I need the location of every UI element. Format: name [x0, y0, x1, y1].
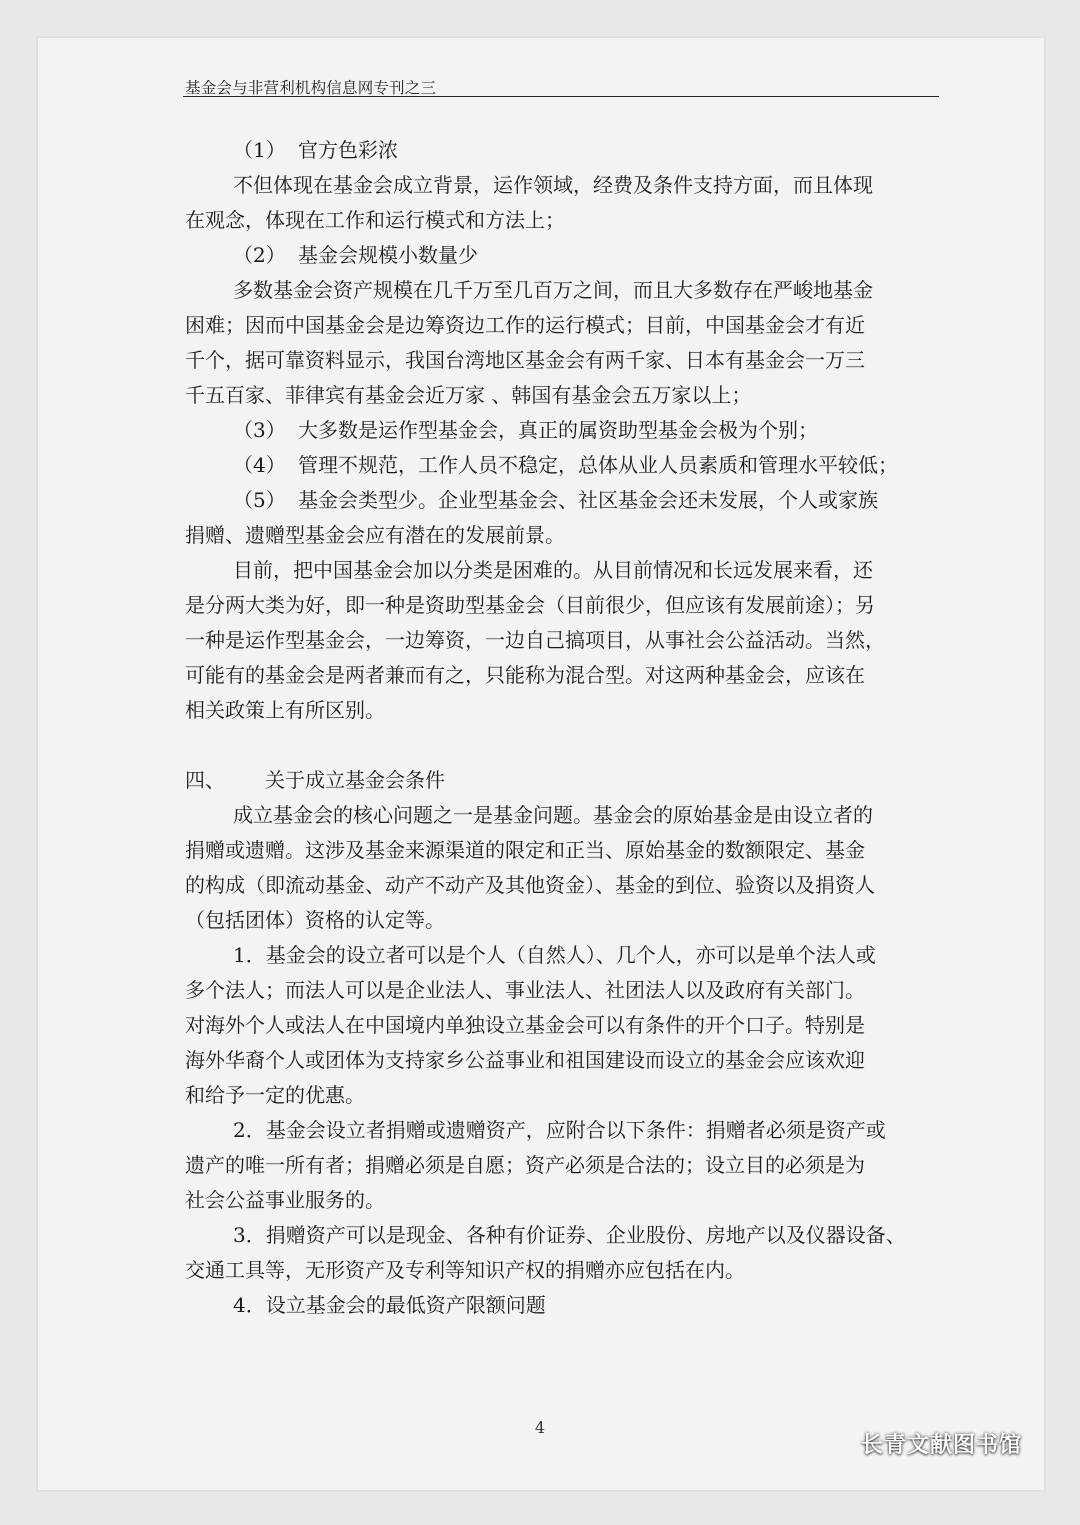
item-text: 管理不规范，工作人员不稳定，总体从业人员素质和管理水平较低； [298, 453, 898, 477]
blank-line [185, 728, 940, 763]
paragraph-line: 在观念，体现在工作和运行模式和方法上； [185, 208, 565, 232]
paragraph-line: 困难；因而中国基金会是边筹资边工作的运行模式；目前，中国基金会才有近 [185, 313, 865, 337]
running-header: 基金会与非营利机构信息网专刊之三 [185, 79, 437, 97]
paragraph-line: 2．基金会设立者捐赠或遗赠资产，应附合以下条件：捐赠者必须是资产或 [233, 1118, 886, 1142]
item-number: （5） [233, 488, 286, 512]
paragraph-line: 千五百家、菲律宾有基金会近万家 、韩国有基金会五万家以上； [185, 383, 752, 407]
item-number: （2） [233, 243, 286, 267]
paragraph-line: 捐赠或遗赠。这涉及基金来源渠道的限定和正当、原始基金的数额限定、基金 [185, 838, 865, 862]
paragraph-line: 遗产的唯一所有者；捐赠必须是自愿；资产必须是合法的；设立目的必须是为 [185, 1153, 865, 1177]
paragraph-line: 不但体现在基金会成立背景，运作领域，经费及条件支持方面，而且体现 [233, 173, 873, 197]
paragraph-line: 捐赠、遗赠型基金会应有潜在的发展前景。 [185, 523, 565, 547]
paragraph-line: 的构成（即流动基金、动产不动产及其他资金）、基金的到位、验资以及捐资人 [185, 873, 875, 897]
section-heading [185, 763, 940, 798]
paragraph-line: 多个法人；而法人可以是企业法人、事业法人、社团法人以及政府有关部门。 [185, 978, 865, 1002]
item-number: （3） [233, 418, 286, 442]
list-item-1 [185, 133, 940, 168]
paragraph-line: 是分两大类为好，即一种是资助型基金会（目前很少，但应该有发展前途）；另 [185, 593, 875, 617]
header-rule [183, 96, 939, 97]
paragraph-line: 相关政策上有所区别。 [185, 698, 385, 722]
section-number: 四、 [185, 768, 225, 792]
list-item-2 [185, 238, 940, 273]
paragraph-line: 千个，据可靠资料显示，我国台湾地区基金会有两千家、日本有基金会一万三 [185, 348, 865, 372]
paragraph-line: 目前，把中国基金会加以分类是困难的。从目前情况和长远发展来看，还 [233, 558, 873, 582]
paragraph-line: 对海外个人或法人在中国境内单独设立基金会可以有条件的开个口子。特别是 [185, 1013, 865, 1037]
paragraph-line: 交通工具等，无形资产及专利等知识产权的捐赠亦应包括在内。 [185, 1258, 745, 1282]
section-title: 关于成立基金会条件 [265, 768, 445, 792]
item-text: 基金会类型少。企业型基金会、社区基金会还未发展，个人或家族 [298, 488, 878, 512]
paragraph-line: 和给予一定的优惠。 [185, 1083, 365, 1107]
paragraph-line: 成立基金会的核心问题之一是基金问题。基金会的原始基金是由设立者的 [233, 803, 873, 827]
item-number: （1） [233, 138, 286, 162]
list-item-3 [185, 413, 940, 448]
list-item-5 [185, 483, 940, 518]
paragraph-line: 4．设立基金会的最低资产限额问题 [233, 1293, 546, 1317]
item-title: 官方色彩浓 [298, 138, 398, 162]
item-text: 大多数是运作型基金会，真正的属资助型基金会极为个别； [298, 418, 818, 442]
paragraph-line: （包括团体）资格的认定等。 [185, 908, 445, 932]
paragraph-line: 3．捐赠资产可以是现金、各种有价证券、企业股份、房地产以及仪器设备、 [233, 1223, 906, 1247]
list-item-4 [185, 448, 940, 483]
watermark-text: 长青文献图书馆 [861, 1433, 1023, 1458]
item-title: 基金会规模小数量少 [298, 243, 478, 267]
paragraph-line: 可能有的基金会是两者兼而有之，只能称为混合型。对这两种基金会，应该在 [185, 663, 865, 687]
item-number: （4） [233, 453, 286, 477]
paragraph-line: 海外华裔个人或团体为支持家乡公益事业和祖国建设而设立的基金会应该欢迎 [185, 1048, 865, 1072]
paragraph-line: 一种是运作型基金会，一边筹资，一边自己搞项目，从事社会公益活动。当然， [185, 628, 885, 652]
paragraph-line: 1．基金会的设立者可以是个人（自然人）、几个人，亦可以是单个法人或 [233, 943, 876, 967]
page-body [185, 133, 940, 1323]
paragraph-line: 社会公益事业服务的。 [185, 1188, 385, 1212]
paragraph-line: 多数基金会资产规模在几千万至几百万之间，而且大多数存在严峻地基金 [233, 278, 873, 302]
page-number: 4 [534, 1418, 546, 1437]
